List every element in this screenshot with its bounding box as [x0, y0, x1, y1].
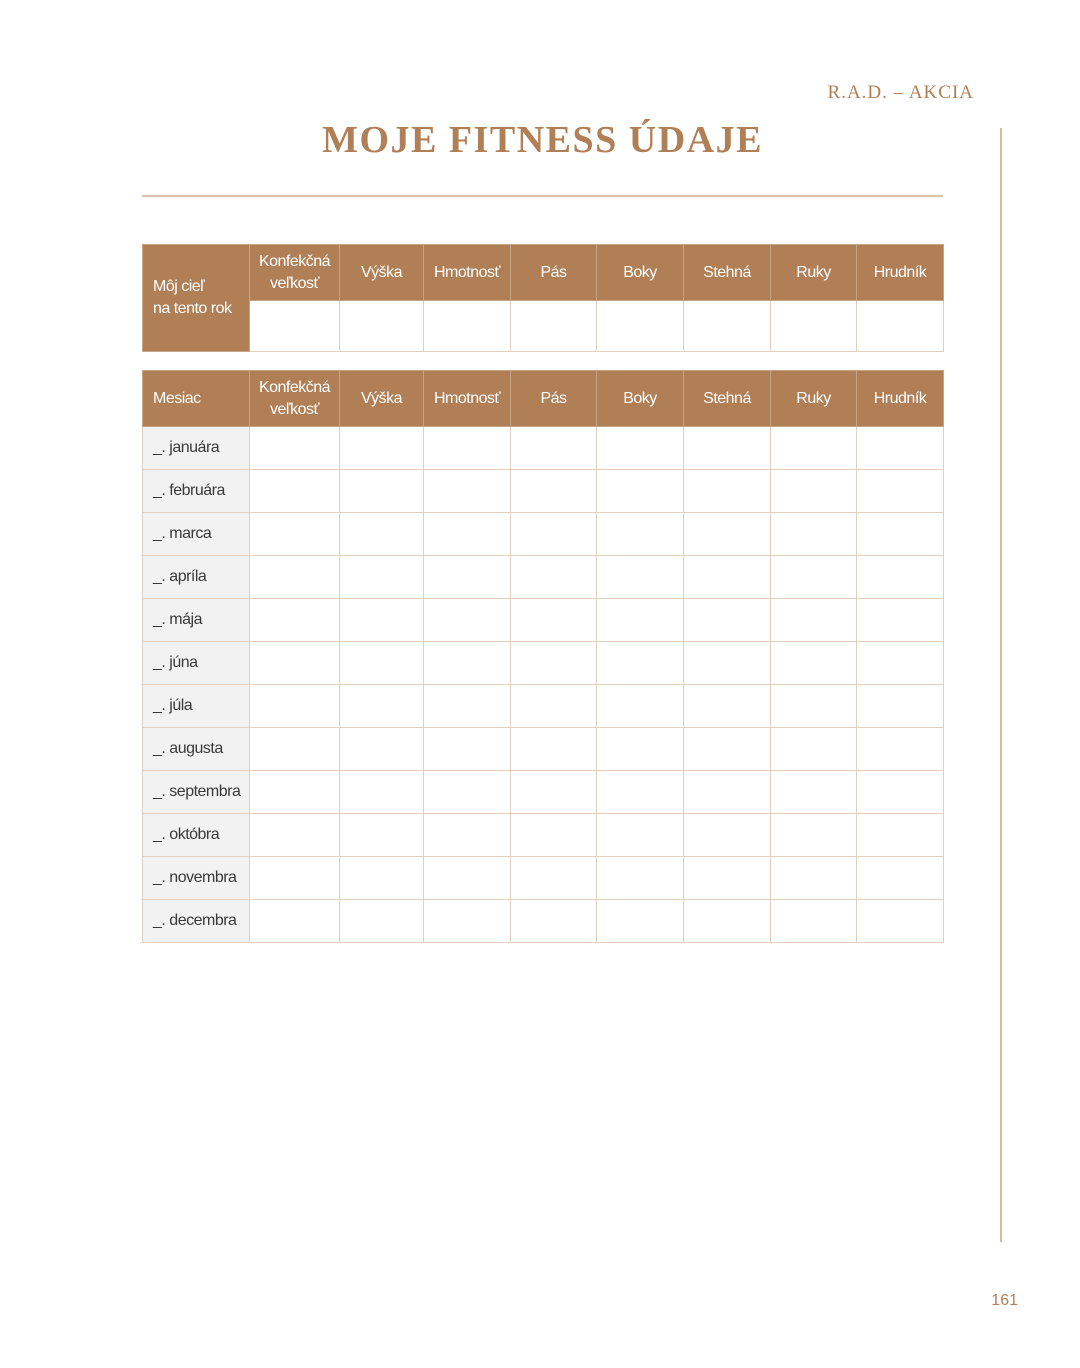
table-row: [143, 599, 944, 642]
title-divider: [142, 195, 943, 197]
table-row: [143, 857, 944, 900]
month-cell-chest[interactable]: [857, 427, 944, 470]
month-cell-hips[interactable]: [597, 556, 684, 599]
month-cell-thighs[interactable]: [684, 556, 771, 599]
goal-cell-weight[interactable]: [424, 301, 511, 352]
goal-header-waist: Pás: [511, 245, 597, 301]
month-cell-arms[interactable]: [771, 685, 857, 728]
month-label: _. novembra: [143, 857, 250, 900]
month-cell-thighs[interactable]: [684, 427, 771, 470]
month-cell-height[interactable]: [340, 814, 424, 857]
month-cell-arms[interactable]: [771, 771, 857, 814]
goal-table: [142, 244, 944, 352]
month-cell-thighs[interactable]: [684, 814, 771, 857]
monthly-header-height: Výška: [340, 371, 424, 427]
month-cell-arms[interactable]: [771, 470, 857, 513]
month-cell-weight[interactable]: [424, 857, 511, 900]
month-cell-height[interactable]: [340, 685, 424, 728]
month-cell-weight[interactable]: [424, 728, 511, 771]
table-row: [143, 900, 944, 943]
month-cell-thighs[interactable]: [684, 771, 771, 814]
month-cell-hips[interactable]: [597, 427, 684, 470]
month-cell-waist[interactable]: [511, 556, 597, 599]
month-cell-waist[interactable]: [511, 728, 597, 771]
month-cell-height[interactable]: [340, 427, 424, 470]
month-cell-size[interactable]: [250, 599, 340, 642]
month-cell-size[interactable]: [250, 685, 340, 728]
month-cell-chest[interactable]: [857, 470, 944, 513]
month-cell-hips[interactable]: [597, 900, 684, 943]
month-cell-chest[interactable]: [857, 728, 944, 771]
month-cell-arms[interactable]: [771, 556, 857, 599]
section-label: R.A.D. – AKCIA: [827, 82, 974, 103]
month-cell-chest[interactable]: [857, 900, 944, 943]
month-label: _. októbra: [143, 814, 250, 857]
month-cell-hips[interactable]: [597, 513, 684, 556]
month-cell-chest[interactable]: [857, 857, 944, 900]
month-cell-height[interactable]: [340, 470, 424, 513]
month-cell-arms[interactable]: [771, 857, 857, 900]
month-cell-waist[interactable]: [511, 685, 597, 728]
month-label: _. mája: [143, 599, 250, 642]
goal-header-arms: Ruky: [771, 245, 857, 301]
month-cell-height[interactable]: [340, 728, 424, 771]
month-cell-weight[interactable]: [424, 599, 511, 642]
monthly-header-weight: Hmotnosť: [424, 371, 511, 427]
month-cell-weight[interactable]: [424, 556, 511, 599]
goal-cell-arms[interactable]: [771, 301, 857, 352]
month-cell-height[interactable]: [340, 513, 424, 556]
month-cell-arms[interactable]: [771, 814, 857, 857]
monthly-table: [142, 370, 944, 943]
month-cell-thighs[interactable]: [684, 470, 771, 513]
goal-header-height: Výška: [340, 245, 424, 301]
month-cell-hips[interactable]: [597, 857, 684, 900]
goal-header-hips: Boky: [597, 245, 684, 301]
month-cell-size[interactable]: [250, 470, 340, 513]
month-cell-hips[interactable]: [597, 470, 684, 513]
month-cell-waist[interactable]: [511, 427, 597, 470]
month-cell-thighs[interactable]: [684, 728, 771, 771]
month-cell-size[interactable]: [250, 728, 340, 771]
table-row: [143, 513, 944, 556]
month-cell-size[interactable]: [250, 814, 340, 857]
month-cell-waist[interactable]: [511, 857, 597, 900]
month-cell-height[interactable]: [340, 900, 424, 943]
month-cell-arms[interactable]: [771, 642, 857, 685]
month-label: _. marca: [143, 513, 250, 556]
page-title: MOJE FITNESS ÚDAJE: [322, 119, 763, 161]
month-cell-height[interactable]: [340, 556, 424, 599]
month-cell-weight[interactable]: [424, 513, 511, 556]
month-label: _. apríla: [143, 556, 250, 599]
month-cell-hips[interactable]: [597, 771, 684, 814]
month-cell-size[interactable]: [250, 556, 340, 599]
month-cell-hips[interactable]: [597, 642, 684, 685]
month-label: _. augusta: [143, 728, 250, 771]
month-label: _. júla: [143, 685, 250, 728]
monthly-header-hips: Boky: [597, 371, 684, 427]
month-cell-thighs[interactable]: [684, 857, 771, 900]
month-cell-chest[interactable]: [857, 642, 944, 685]
month-cell-size[interactable]: [250, 771, 340, 814]
month-cell-height[interactable]: [340, 771, 424, 814]
month-cell-height[interactable]: [340, 857, 424, 900]
month-cell-waist[interactable]: [511, 513, 597, 556]
table-row: [143, 556, 944, 599]
month-cell-chest[interactable]: [857, 685, 944, 728]
month-cell-size[interactable]: [250, 513, 340, 556]
month-cell-thighs[interactable]: [684, 513, 771, 556]
month-cell-thighs[interactable]: [684, 900, 771, 943]
month-cell-chest[interactable]: [857, 556, 944, 599]
table-row: [143, 685, 944, 728]
table-row: [143, 642, 944, 685]
month-cell-weight[interactable]: [424, 427, 511, 470]
table-row: [143, 470, 944, 513]
month-cell-waist[interactable]: [511, 900, 597, 943]
goal-cell-thighs[interactable]: [684, 301, 771, 352]
month-cell-hips[interactable]: [597, 814, 684, 857]
month-label: _. júna: [143, 642, 250, 685]
month-cell-chest[interactable]: [857, 513, 944, 556]
month-cell-thighs[interactable]: [684, 685, 771, 728]
goal-cell-waist[interactable]: [511, 301, 597, 352]
month-cell-arms[interactable]: [771, 900, 857, 943]
goal-row-label: Môj cieľ na tento rok: [143, 245, 250, 352]
month-cell-chest[interactable]: [857, 814, 944, 857]
goal-header-thighs: Stehná: [684, 245, 771, 301]
month-cell-waist[interactable]: [511, 470, 597, 513]
month-cell-weight[interactable]: [424, 470, 511, 513]
month-cell-weight[interactable]: [424, 900, 511, 943]
month-cell-arms[interactable]: [771, 513, 857, 556]
goal-cell-height[interactable]: [340, 301, 424, 352]
month-cell-arms[interactable]: [771, 599, 857, 642]
monthly-header-thighs: Stehná: [684, 371, 771, 427]
month-cell-thighs[interactable]: [684, 599, 771, 642]
page-number: 161: [991, 1292, 1018, 1309]
goal-header-size: Konfekčná veľkosť: [250, 245, 340, 301]
month-cell-hips[interactable]: [597, 685, 684, 728]
goal-cell-hips[interactable]: [597, 301, 684, 352]
month-cell-chest[interactable]: [857, 771, 944, 814]
monthly-header-arms: Ruky: [771, 371, 857, 427]
month-cell-size[interactable]: [250, 900, 340, 943]
month-cell-chest[interactable]: [857, 599, 944, 642]
goal-cell-chest[interactable]: [857, 301, 944, 352]
monthly-header-size: Konfekčná veľkosť: [250, 371, 340, 427]
month-label: _. septembra: [143, 771, 250, 814]
month-cell-thighs[interactable]: [684, 642, 771, 685]
month-cell-weight[interactable]: [424, 685, 511, 728]
month-cell-arms[interactable]: [771, 728, 857, 771]
month-cell-waist[interactable]: [511, 814, 597, 857]
month-cell-weight[interactable]: [424, 642, 511, 685]
month-cell-waist[interactable]: [511, 642, 597, 685]
goal-header-weight: Hmotnosť: [424, 245, 511, 301]
month-label: _. decembra: [143, 900, 250, 943]
table-row: [143, 771, 944, 814]
monthly-table-body: [143, 427, 944, 943]
month-cell-hips[interactable]: [597, 599, 684, 642]
monthly-header-waist: Pás: [511, 371, 597, 427]
month-cell-height[interactable]: [340, 642, 424, 685]
month-cell-weight[interactable]: [424, 771, 511, 814]
monthly-corner-label: Mesiac: [143, 371, 250, 427]
table-row: [143, 728, 944, 771]
month-label: _. februára: [143, 470, 250, 513]
month-label: _. januára: [143, 427, 250, 470]
month-cell-size[interactable]: [250, 857, 340, 900]
month-cell-waist[interactable]: [511, 771, 597, 814]
month-cell-height[interactable]: [340, 599, 424, 642]
month-cell-weight[interactable]: [424, 814, 511, 857]
goal-cell-size[interactable]: [250, 301, 340, 352]
month-cell-waist[interactable]: [511, 599, 597, 642]
month-cell-size[interactable]: [250, 642, 340, 685]
month-cell-size[interactable]: [250, 427, 340, 470]
side-rule: [1000, 128, 1002, 1242]
month-cell-hips[interactable]: [597, 728, 684, 771]
monthly-header-chest: Hrudník: [857, 371, 944, 427]
table-row: [143, 427, 944, 470]
month-cell-arms[interactable]: [771, 427, 857, 470]
goal-header-chest: Hrudník: [857, 245, 944, 301]
table-row: [143, 814, 944, 857]
